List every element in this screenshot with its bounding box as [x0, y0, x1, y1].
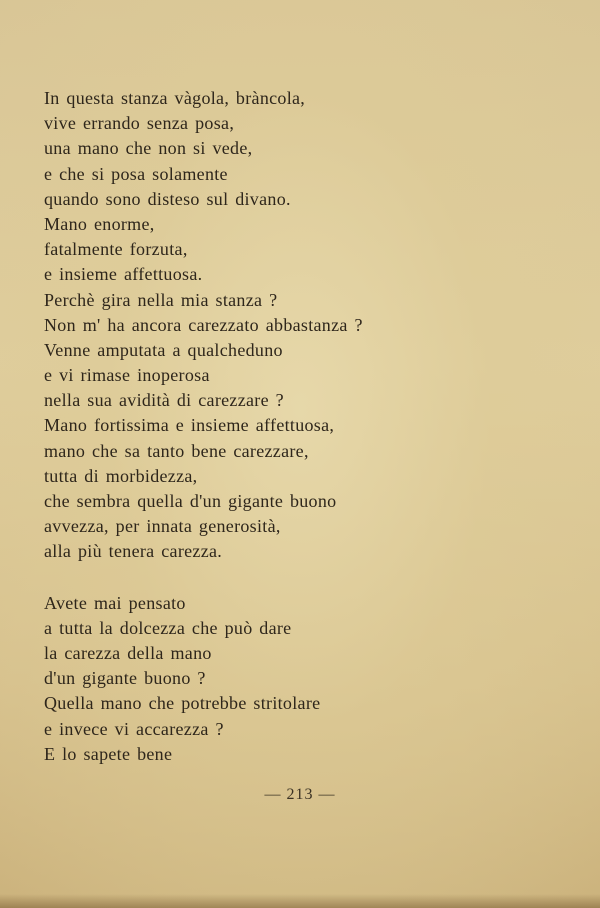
poem-line: fatalmente forzuta, [44, 239, 188, 260]
poem-line: Venne amputata a qualcheduno [44, 339, 283, 360]
poem-line: una mano che non si vede, [44, 138, 253, 159]
poem-text [44, 86, 564, 767]
poem-line: e invece vi accarezza ? [44, 718, 224, 739]
poem-line: Mano enorme, [44, 213, 155, 234]
poem-line: Perchè gira nella mia stanza ? [44, 289, 278, 310]
page-number: — 213 — [264, 786, 336, 803]
poem-line: e vi rimase inoperosa [44, 365, 210, 386]
stanza-2 [44, 591, 564, 767]
poem-line: In questa stanza vàgola, bràncola, [44, 88, 306, 108]
poem-line: a tutta la dolcezza che può dare [44, 617, 292, 638]
poem-line: avvezza, per innata generosità, [44, 516, 281, 537]
poem-line: Mano fortissima e insieme affettuosa, [44, 415, 335, 436]
poem-line: Non m' ha ancora carezzato abbastanza ? [44, 314, 363, 335]
poem-line: vive errando senza posa, [44, 113, 235, 134]
poem-line: quando sono disteso sul divano. [44, 188, 291, 209]
poem-line: alla più tenera carezza. [44, 541, 223, 562]
stanza-1 [44, 86, 564, 565]
poem-line: che sembra quella d'un gigante buono [44, 491, 337, 511]
poem-line: E lo sapete bene [44, 743, 173, 764]
poem-line: e che si posa solamente [44, 163, 228, 184]
poem-line: Avete mai pensato [44, 592, 186, 613]
poem-line: la carezza della mano [44, 642, 212, 663]
poem-line: nella sua avidità di carezzare ? [44, 390, 284, 411]
poem-line: e insieme affettuosa. [44, 264, 203, 285]
poem-line: mano che sa tanto bene carezzare, [44, 440, 309, 461]
poem-line: d'un gigante buono ? [44, 668, 206, 689]
poem-line: tutta di morbidezza, [44, 465, 198, 486]
poem-line: Quella mano che potrebbe stritolare [44, 693, 321, 714]
